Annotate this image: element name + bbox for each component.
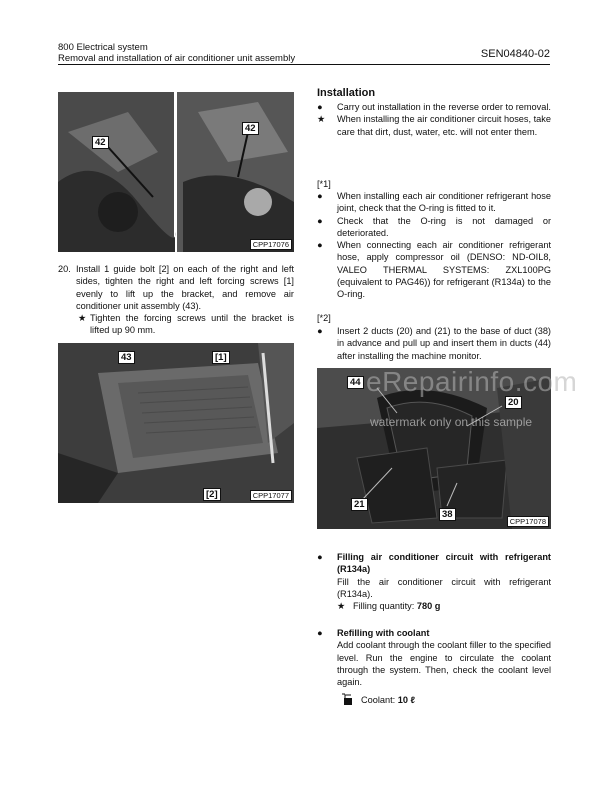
- list-item-text: Insert 2 ducts (20) and (21) to the base of duct (38) in advance and pull up and insert them in ducts (44) after installing the machine monitor.: [337, 326, 551, 361]
- callout-21: 21: [351, 498, 368, 511]
- ref2-list: [317, 325, 551, 362]
- section-subtitle: Removal and installation of air conditioner unit assembly: [58, 53, 296, 64]
- filling-quantity-label: Filling quantity:: [353, 601, 417, 612]
- coolant-label: Coolant:: [361, 695, 398, 706]
- filling-section: [317, 551, 551, 612]
- coolant-text: Add coolant through the coolant filler to the specified level. Run the engine to circulate the coolant through the system. Then, check the coolant level again.: [337, 640, 551, 688]
- bullet-icon: ●: [317, 240, 323, 251]
- callout-38: 38: [439, 508, 456, 521]
- list-item: [317, 215, 551, 240]
- header-divider: [58, 64, 550, 65]
- list-item-text: When connecting each air conditioner refrigerant hose, apply compressor oil (DENSO: ND-OIL8, VALEO THERMAL SYSTEMS: ZXL100PG (equivalent to PAG46)) for refrigerant (R134a) to the O-ring.: [337, 240, 551, 300]
- callout-20: 20: [505, 396, 522, 409]
- photo-code: CPP17076: [250, 239, 292, 250]
- step-number: 20.: [58, 264, 71, 274]
- ref-tag-2: [*2]: [317, 313, 331, 323]
- installation-heading: Installation: [317, 87, 376, 99]
- list-item-text: When installing each air conditioner refrigerant hose joint, check that the O-ring is fitted to it.: [337, 191, 551, 214]
- callout-42-left: 42: [92, 136, 109, 149]
- photo-removal-top: [58, 92, 294, 252]
- bullet-icon: ●: [317, 191, 323, 201]
- coolant-heading: Refilling with coolant: [337, 628, 430, 638]
- star-icon: ★: [337, 601, 346, 612]
- watermark: eRepairinfo.com: [366, 366, 578, 397]
- bullet-icon: ●: [317, 326, 323, 336]
- document-code: SEN04840-02: [480, 48, 550, 60]
- list-item: [317, 190, 551, 215]
- coolant-section: [317, 627, 551, 707]
- callout-43: 43: [118, 351, 135, 364]
- list-item: [317, 551, 551, 612]
- filling-text: Fill the air conditioner circuit with refrigerant (R134a).: [337, 576, 551, 599]
- step-note: [76, 312, 294, 337]
- list-item: [317, 325, 551, 362]
- coolant-note: [337, 694, 551, 706]
- filling-note: [337, 600, 551, 612]
- list-item-text: Carry out installation in the reverse order to removal.: [337, 102, 551, 112]
- step-text: Install 1 guide bolt [2] on each of the right and left sides, tighten the right and left forcing screws [1] evenly to lift up the bracket, and remove air conditioner unit assembly (43).: [76, 264, 294, 311]
- step-20: [58, 263, 294, 337]
- list-item: [317, 101, 551, 113]
- callout-42-right: 42: [242, 122, 259, 135]
- callout-2: [2]: [203, 488, 221, 501]
- page-header: [58, 42, 295, 64]
- list-item: [317, 627, 551, 707]
- filling-heading: Filling air conditioner circuit with refrigerant (R134a): [337, 552, 551, 575]
- list-item-text: Check that the O-ring is not damaged or deteriorated.: [337, 215, 551, 238]
- bullet-icon: ●: [317, 102, 323, 112]
- bullet-icon: ●: [317, 628, 323, 638]
- list-item: [317, 113, 551, 138]
- installation-list: [317, 101, 551, 138]
- photo-code: CPP17078: [507, 516, 549, 527]
- bullet-icon: ●: [317, 552, 323, 562]
- ref-tag-1: [*1]: [317, 179, 331, 189]
- watermark-note: watermark only on this sample: [370, 415, 533, 429]
- step-note-text: Tighten the forcing screws until the bracket is lifted up 90 mm.: [90, 313, 294, 336]
- section-title: 800 Electrical system: [58, 42, 148, 53]
- star-icon: ★: [317, 114, 326, 125]
- ref1-list: [317, 190, 551, 301]
- photo-unit-assembly: [58, 343, 294, 503]
- star-icon: ★: [78, 313, 87, 324]
- filling-quantity-value: 780 g: [416, 601, 441, 612]
- coolant-value: 10 ℓ: [397, 695, 416, 706]
- list-item-text: When installing the air conditioner circuit hoses, take care that dirt, dust, water, etc. will not enter them.: [337, 114, 551, 137]
- callout-1: [1]: [212, 351, 230, 364]
- coolant-icon: [341, 692, 355, 709]
- callout-44: 44: [347, 376, 364, 389]
- list-item: [317, 239, 551, 300]
- photo-code: CPP17077: [250, 490, 292, 501]
- bullet-icon: ●: [317, 215, 323, 226]
